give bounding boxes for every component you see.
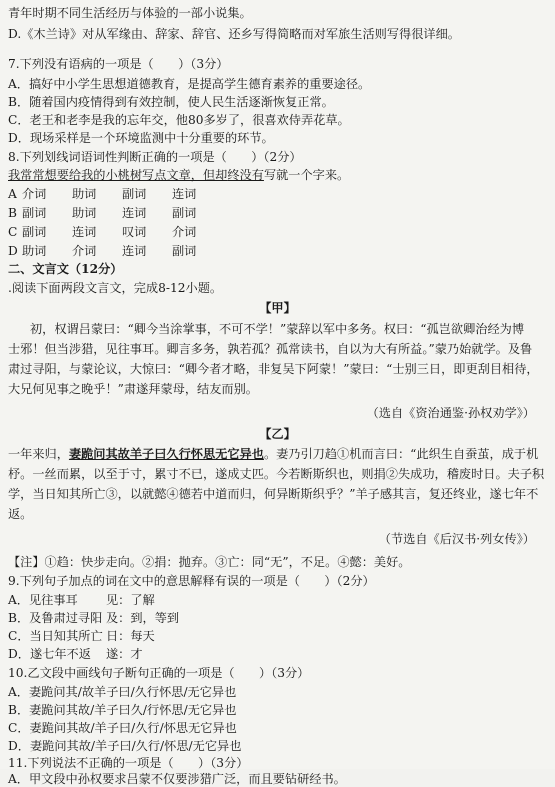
q10-option-d: D．妻跪问其故/羊子曰/久行/怀思/无它异也 <box>8 739 242 753</box>
q7-option-a: A．搞好中小学生思想道德教育，是提高学生德育素养的重要途径。 <box>8 77 371 91</box>
section-heading: 二、文言文（12分） <box>8 262 123 276</box>
passage-jia-line: 大兄何见事之晚乎！”肃遂拜蒙母，结友而别。 <box>8 382 258 396</box>
q9-option-c: C．当日知其所亡 日：每天 <box>8 629 155 643</box>
underlined-sentence: 妻跪问其故羊子曰久行怀思无它异也 <box>68 447 264 461</box>
q8-sentence-underlined: 终没有 <box>227 168 264 182</box>
passage-jia-source: （选自《资治通鉴·孙权劝学》） <box>366 406 535 420</box>
q10-option-c: C．妻跪问其故/羊子曰/久行/怀思无它异也 <box>8 721 237 735</box>
reading-instruction: .阅读下面两段文言文，完成8-12小题。 <box>8 281 223 295</box>
question-11: 11.下列说法不正确的一项是（ ）（3分） <box>8 756 249 770</box>
passage-yi-line: 学，当日知其所亡③，以就懿④德若中道而归，何异断斯织乎？”羊子感其言，复还终业，遂七年不 <box>8 487 539 501</box>
q8-option-d: D 助词 介词 连词 副词 <box>8 244 197 258</box>
q7-option-d: D．现场采样是一个环境监测中十分重要的环节。 <box>8 131 274 145</box>
passage-yi-line: 杼。一丝而累，以至于寸，累寸不已，遂成丈匹。今若断斯织也，则捐②失成功，稽废时日。夫子积 <box>8 467 545 481</box>
passage-jia-line: 士邪！但当涉猎，见往事耳。卿言多务，孰若孤？孤常读书，自以为大有所益。”蒙乃始就学。及鲁 <box>8 342 533 356</box>
passage-jia-line: 肃过寻阳，与蒙论议，大惊曰：“卿今者才略，非复吴下阿蒙！”蒙曰：“士别三日，即更刮目相待， <box>8 362 539 376</box>
q8-sentence-part: 我常常想要给我的小桃树写点文章，但却 <box>8 168 228 182</box>
q9-option-a: A．见往事耳 见：了解 <box>8 593 155 607</box>
q7-option-c: C．老王和老李是我的忘年交，他80多岁了，很喜欢侍弄花草。 <box>8 113 350 127</box>
q8-option-a: A 介词 助词 副词 连词 <box>8 187 197 201</box>
q8-option-b: B 副词 助词 连词 副词 <box>8 206 197 220</box>
passage-yi-source: （节选自《后汉书·列女传》） <box>378 532 535 546</box>
q8-option-c: C 副词 连词 叹词 介词 <box>8 225 197 239</box>
q8-sentence <box>8 168 349 183</box>
q9-option-d: D．遂七年不返 遂：才 <box>8 647 143 661</box>
annotation-note: 【注】①趋：快步走向。②捐：抛弃。③亡：同“无”，不足。④懿：美好。 <box>8 555 411 569</box>
passage-yi-title: 【乙】 <box>259 427 296 441</box>
passage-jia-title: 【甲】 <box>259 301 296 315</box>
q7-option-b: B．随着国内疫情得到有效控制，使人民生活逐渐恢复正常。 <box>8 95 334 109</box>
q10-option-a: A．妻跪问其/故羊子曰/久行怀思/无它异也 <box>8 685 237 699</box>
passage-jia-line: 初，权谓吕蒙曰：“卿今当涂掌事，不可不学！”蒙辞以军中多务。权曰：“孤岂欲卿治经为博 <box>30 322 525 336</box>
q9-option-b: B．及鲁肃过寻阳 及：到，等到 <box>8 611 180 625</box>
question-10: 10.乙文段中画线句子断句正确的一项是（ ）（3分） <box>8 666 310 680</box>
q6-option-d: D.《木兰诗》对从军缘由、辞家、辞官、还乡写得简略而对军旅生活则写得很详细。 <box>8 27 460 41</box>
question-8: 8.下列划线词语词性判断正确的一项是（ ）（2分） <box>8 150 302 164</box>
question-9: 9.下列句子加点的词在文中的意思解释有误的一项是（ ）（2分） <box>8 574 375 588</box>
question-7: 7.下列没有语病的一项是（ ）（3分） <box>8 57 229 71</box>
text-line: 青年时期不同生活经历与体验的一部小说集。 <box>8 6 252 20</box>
q11-option-a: A．甲文段中孙权要求吕蒙不仅要涉猎广泛，而且要钻研经书。 <box>8 772 346 786</box>
q10-option-b: B．妻跪问其故/羊子曰久/行怀思/无它异也 <box>8 703 237 717</box>
passage-yi-line: 一年来归，妻跪问其故羊子曰久行怀思无它异也。妻乃引刀趋①机而言曰：“此织生自蚕茧，成于机 <box>8 447 539 461</box>
q8-sentence-end: 写就一个字来。 <box>263 168 350 182</box>
passage-yi-line: 返。 <box>8 507 33 521</box>
